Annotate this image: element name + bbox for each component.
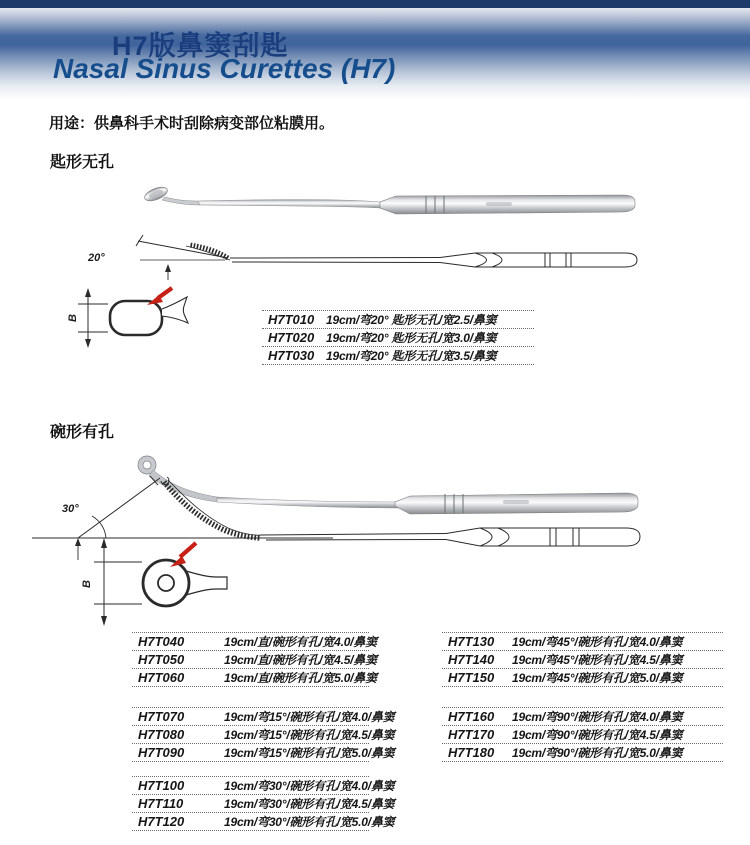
desc-cell: 19cm/弯45°/碗形有孔/宽4.5/鼻窦 bbox=[512, 653, 683, 667]
model-cell: H7T070 bbox=[138, 709, 185, 724]
spec-table-bend30 bbox=[132, 776, 395, 831]
desc-cell: 19cm/弯15°/碗形有孔/宽4.5/鼻窦 bbox=[224, 728, 395, 742]
model-cell: H7T050 bbox=[138, 652, 185, 667]
handle-fork-outer bbox=[480, 528, 492, 546]
model-cell: H7T170 bbox=[448, 727, 495, 742]
model-cell: H7T150 bbox=[448, 670, 495, 685]
instrument-photo-spoon bbox=[128, 183, 643, 238]
section-label-spoon: 匙形无孔 bbox=[50, 154, 115, 171]
dim-label: B bbox=[67, 314, 79, 322]
table-row bbox=[262, 329, 534, 347]
shaft-bottom bbox=[232, 262, 440, 263]
dim-label: B bbox=[81, 580, 93, 588]
desc-cell: 19cm/弯45°/碗形有孔/宽4.0/鼻窦 bbox=[512, 635, 683, 649]
bowl-hole bbox=[158, 575, 174, 591]
angle-line bbox=[138, 241, 228, 258]
model-cell: H7T160 bbox=[448, 709, 495, 724]
desc-cell: 19cm/弯15°/碗形有孔/宽4.0/鼻窦 bbox=[224, 710, 395, 724]
handle-fork-outer bbox=[475, 253, 487, 267]
desc-cell: 19cm/弯30°/碗形有孔/宽5.0/鼻窦 bbox=[224, 815, 395, 829]
handle-fork-inner bbox=[498, 528, 509, 546]
table-row bbox=[132, 776, 395, 795]
handle-fork-inner bbox=[492, 253, 502, 267]
table-row bbox=[132, 669, 377, 687]
pointer-arrow-icon bbox=[158, 288, 172, 298]
desc-cell: 19cm/直/碗形有孔/宽4.5/鼻窦 bbox=[224, 653, 377, 667]
shaft-top bbox=[260, 534, 446, 536]
desc-cell: 19cm/弯20° 匙形无孔/宽2.5/鼻窦 bbox=[326, 313, 497, 327]
model-cell: H7T020 bbox=[268, 330, 315, 345]
desc-cell: 19cm/弯45°/碗形有孔/宽5.0/鼻窦 bbox=[512, 671, 683, 685]
desc-cell: 19cm/弯90°/碗形有孔/宽4.0/鼻窦 bbox=[512, 710, 683, 724]
table-row bbox=[442, 669, 723, 687]
table-row bbox=[132, 651, 377, 669]
spoon-tail bbox=[162, 297, 188, 323]
model-cell: H7T100 bbox=[138, 778, 185, 793]
model-cell: H7T090 bbox=[138, 745, 185, 760]
model-cell: H7T110 bbox=[138, 796, 184, 811]
table-row bbox=[132, 707, 395, 726]
down-arrowhead bbox=[165, 264, 171, 272]
shaft bbox=[198, 200, 380, 208]
section-label-bowl: 碗形有孔 bbox=[50, 424, 115, 441]
desc-cell: 19cm/弯90°/碗形有孔/宽4.5/鼻窦 bbox=[512, 728, 683, 742]
desc-cell: 19cm/弯15°/碗形有孔/宽5.0/鼻窦 bbox=[224, 746, 395, 760]
table-row bbox=[132, 744, 395, 762]
shaft-bottom bbox=[266, 540, 446, 541]
tip-neck bbox=[162, 197, 200, 205]
table-row bbox=[132, 632, 377, 651]
desc-cell: 19cm/弯90°/碗形有孔/宽5.0/鼻窦 bbox=[512, 746, 683, 760]
spec-table-bend45 bbox=[442, 632, 723, 687]
model-cell: H7T140 bbox=[448, 652, 495, 667]
handle-outline bbox=[475, 253, 637, 267]
pointer-arrow-icon bbox=[180, 543, 196, 557]
table-row bbox=[442, 726, 723, 744]
spec-table-bend15 bbox=[132, 707, 395, 762]
table-row bbox=[132, 726, 395, 744]
model-cell: H7T030 bbox=[268, 348, 315, 363]
table-row bbox=[442, 632, 723, 651]
angle-tick bbox=[136, 235, 143, 246]
desc-cell: 19cm/弯30°/碗形有孔/宽4.0/鼻窦 bbox=[224, 779, 395, 793]
table-row bbox=[262, 310, 534, 329]
desc-cell: 19cm/直/碗形有孔/宽5.0/鼻窦 bbox=[224, 671, 377, 685]
spec-table-bend90 bbox=[442, 707, 723, 762]
model-cell: H7T040 bbox=[138, 634, 185, 649]
cross-section-bowl bbox=[64, 536, 234, 633]
table-row bbox=[132, 795, 395, 813]
cross-section-spoon bbox=[66, 286, 201, 355]
angle-label: 20° bbox=[88, 252, 105, 264]
desc-cell: 19cm/弯20° 匙形无孔/宽3.5/鼻窦 bbox=[326, 349, 497, 363]
table-row bbox=[132, 813, 395, 831]
spec-table-spoon bbox=[262, 310, 534, 365]
model-cell: H7T130 bbox=[448, 634, 495, 649]
model-cell: H7T060 bbox=[138, 670, 185, 685]
shaft-top bbox=[230, 258, 440, 259]
model-cell: H7T180 bbox=[448, 745, 495, 760]
engraving-mark bbox=[486, 202, 512, 206]
desc-cell: 19cm/直/碗形有孔/宽4.0/鼻窦 bbox=[224, 635, 377, 649]
angle-label: 30° bbox=[62, 503, 79, 515]
table-row bbox=[442, 651, 723, 669]
spoon-outline bbox=[110, 301, 162, 335]
model-cell: H7T010 bbox=[268, 312, 315, 327]
page-title-zh: H7版鼻窦刮匙 bbox=[112, 31, 289, 61]
spec-table-straight bbox=[132, 632, 377, 687]
page-title-en: Nasal Sinus Curettes (H7) bbox=[53, 53, 396, 84]
model-cell: H7T120 bbox=[138, 814, 185, 829]
table-row bbox=[442, 707, 723, 726]
desc-cell: 19cm/弯30°/碗形有孔/宽4.5/鼻窦 bbox=[224, 797, 395, 811]
table-row bbox=[262, 347, 534, 365]
desc-cell: 19cm/弯20° 匙形无孔/宽3.0/鼻窦 bbox=[326, 331, 497, 345]
bowl-neck bbox=[186, 571, 227, 595]
model-cell: H7T080 bbox=[138, 727, 185, 742]
table-row bbox=[442, 744, 723, 762]
usage-text: 用途：供鼻科手术时刮除病变部位粘膜用。 bbox=[49, 115, 335, 132]
angle-line bbox=[78, 478, 160, 538]
header-navy-strip bbox=[0, 0, 750, 8]
